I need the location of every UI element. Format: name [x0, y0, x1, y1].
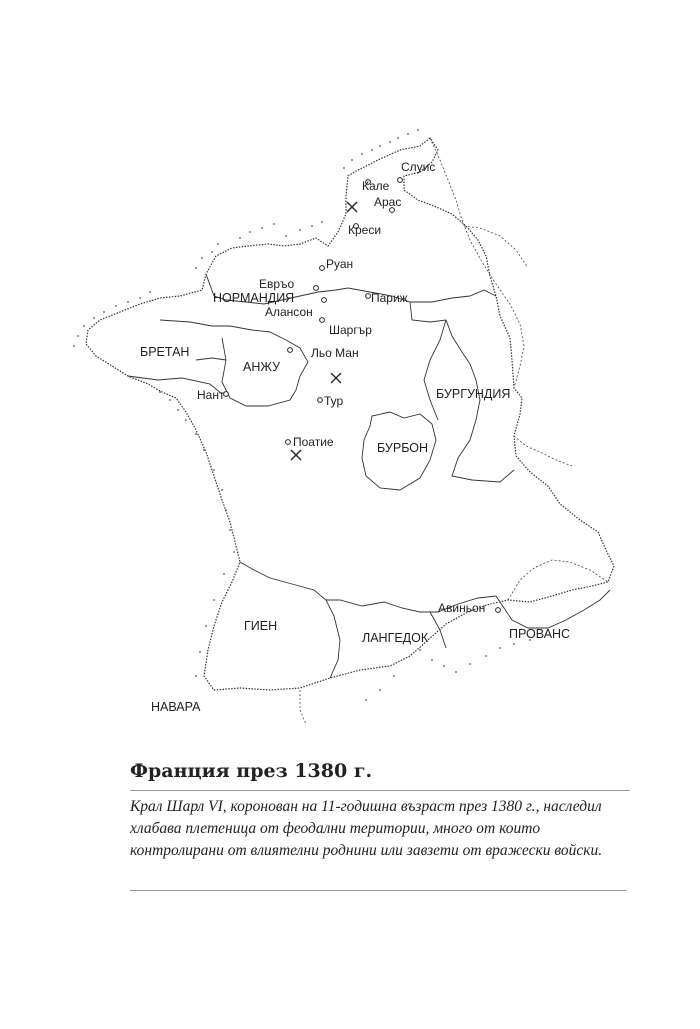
region-label-bourbon: БУРБОН — [377, 441, 429, 455]
region-label-burgundy: БУРГУНДИЯ — [436, 387, 511, 401]
region-label-normandy: НОРМАНДИЯ — [213, 291, 295, 305]
region-label-brittany: БРЕТАН — [140, 345, 190, 359]
region-label-anjou: АНЖУ — [243, 360, 281, 374]
town-label-alencon: Алансон — [265, 305, 313, 319]
region-label-navarre: НАВАРА — [151, 700, 201, 714]
town-label-sluys: Слуис — [401, 160, 436, 174]
town-label-chartres: Шаргър — [329, 323, 372, 337]
caption-bottom-divider — [130, 890, 626, 891]
caption-body: Крал Шарл VI, коронован на 11-годишна възраст през 1380 г., наследил хлабава плетеница от феодални територии, много от които контролирани от влиятелни роднини или завзети от вражески войски. — [130, 798, 603, 859]
france-outline — [86, 138, 614, 690]
town-label-poitiers: Поатие — [293, 435, 334, 449]
caption-title: Франция през 1380 г. — [130, 760, 373, 782]
town-label-rouen: Руан — [326, 257, 354, 271]
town-label-evreux: Евръо — [259, 277, 295, 291]
caption-divider — [130, 790, 630, 791]
town-label-calais: Кале — [362, 179, 390, 193]
town-label-le-mans: Льо Ман — [311, 346, 359, 360]
town-label-avignon: Авиньон — [438, 601, 486, 615]
town-label-nantes: Нант — [197, 388, 225, 402]
region-label-guyenne: ГИЕН — [244, 619, 278, 633]
sea-stippling — [73, 129, 531, 701]
town-label-arras: Арас — [374, 195, 402, 209]
region-label-languedoc: ЛАНГЕДОК — [362, 631, 429, 645]
region-label-provence: ПРОВАНС — [509, 627, 571, 641]
town-label-paris: Париж — [371, 291, 408, 305]
town-label-tours: Тур — [324, 394, 344, 408]
town-label-crecy: Креси — [348, 223, 382, 237]
